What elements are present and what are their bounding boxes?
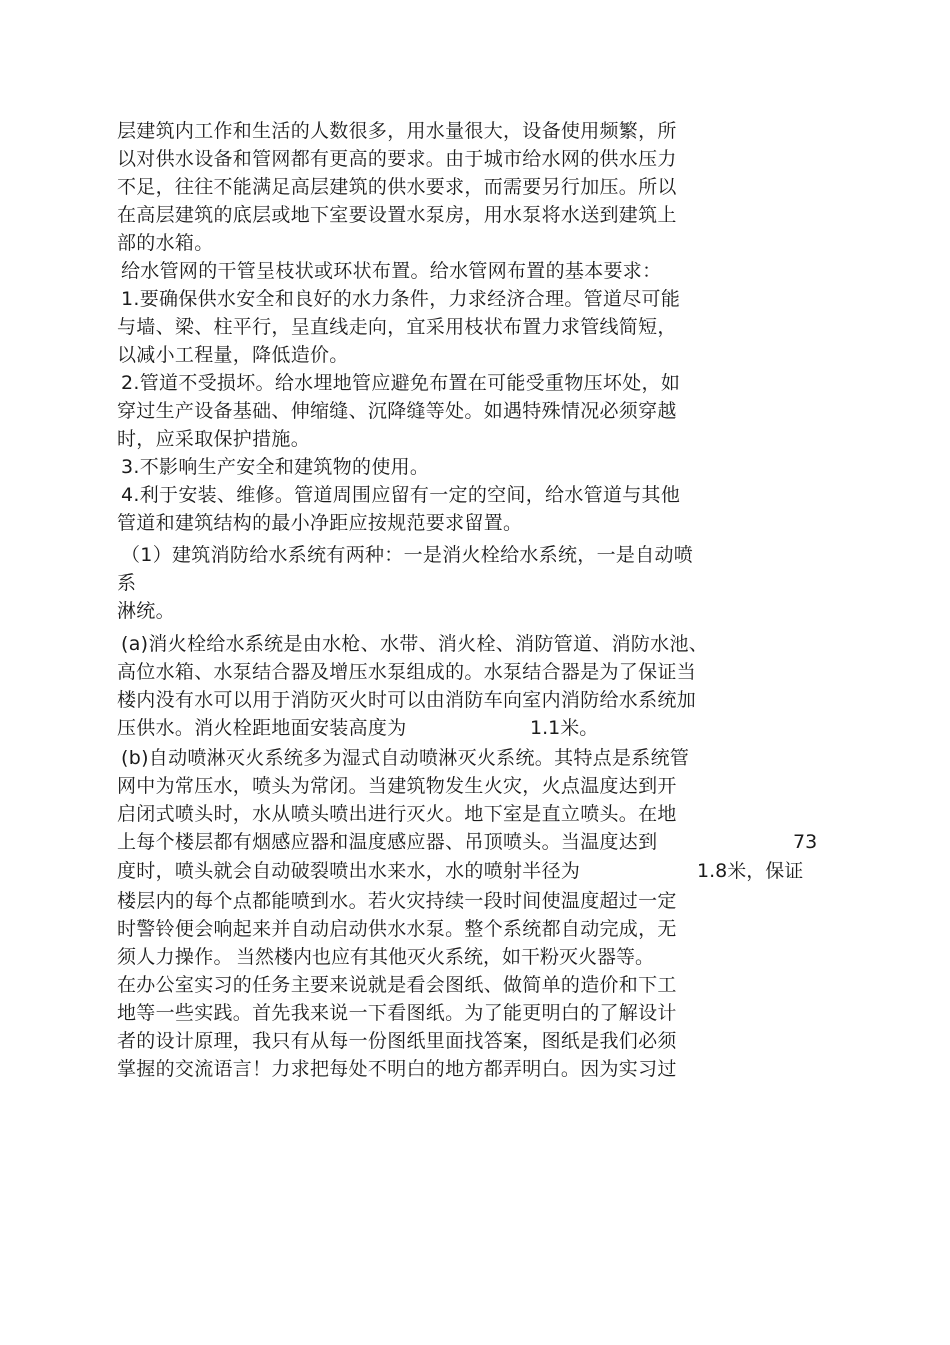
text-line: 地等一些实践。首先我来说一下看图纸。为了能更明白的了解设计 bbox=[117, 1002, 677, 1024]
text-line: 者的设计原理，我只有从每一份图纸里面找答案，图纸是我们必须 bbox=[117, 1030, 677, 1052]
text-line: 管道和建筑结构的最小净距应按规范要求留置。 bbox=[117, 512, 523, 534]
text-line: 穿过生产设备基础、伸缩缝、沉降缝等处。如遇特殊情况必须穿越 bbox=[117, 400, 677, 422]
text-line: 部的水箱。 bbox=[117, 232, 214, 254]
text-line: 时警铃便会响起来并自动启动供水水泵。整个系统都自动完成，无 bbox=[117, 918, 677, 940]
text-line: 淋统。 bbox=[117, 600, 175, 622]
temperature-value: 73 bbox=[793, 831, 818, 853]
text-line: 掌握的交流语言！力求把每处不明白的地方都弄明白。因为实习过 bbox=[117, 1058, 677, 1080]
text-line: 4.利于安装、维修。管道周围应留有一定的空间，给水管道与其他 bbox=[121, 484, 681, 506]
text-line: 当然楼内也应有其他灭火系统，如干粉灭火器等。 bbox=[236, 946, 655, 968]
text-line: 层建筑内工作和生活的人数很多，用水量很大，设备使用频繁，所 bbox=[117, 120, 677, 142]
text-line: 以减小工程量，降低造价。 bbox=[117, 344, 349, 366]
text-line: 在办公室实习的任务主要来说就是看会图纸、做简单的造价和下工 bbox=[117, 974, 677, 996]
text-line: 以对供水设备和管网都有更高的要求。由于城市给水网的供水压力 bbox=[117, 148, 677, 170]
text-line: 2.管道不受损坏。给水埋地管应避免布置在可能受重物压坏处，如 bbox=[121, 372, 681, 394]
text-line: 网中为常压水，喷头为常闭。当建筑物发生火灾，火点温度达到开 bbox=[117, 775, 677, 797]
text-line: 压供水。消火栓距地面安装高度为 bbox=[117, 717, 407, 739]
text-line: 启闭式喷头时，水从喷头喷出进行灭火。地下室是直立喷头。在地 bbox=[117, 803, 677, 825]
text-line: 在高层建筑的底层或地下室要设置水泵房，用水泵将水送到建筑上 bbox=[117, 204, 677, 226]
text-line: 给水管网的干管呈枝状或环状布置。给水管网布置的基本要求： bbox=[121, 260, 662, 282]
text-line: 上每个楼层都有烟感应器和温度感应器、吊顶喷头。当温度达到 bbox=[117, 831, 658, 853]
text-line: 度时，喷头就会自动破裂喷出水来水，水的喷射半径为 bbox=[117, 860, 581, 882]
text-line: 楼层内的每个点都能喷到水。若火灾持续一段时间使温度超过一定 bbox=[117, 890, 677, 912]
height-value: 1.1米。 bbox=[530, 717, 599, 739]
text-line: （1）建筑消防给水系统有两种：一是消火栓给水系统，一是自动喷 bbox=[121, 544, 694, 566]
text-line: 高位水箱、水泵结合器及增压水泵组成的。水泵结合器是为了保证当 bbox=[117, 661, 697, 683]
text-line: 时，应采取保护措施。 bbox=[117, 428, 311, 450]
text-line: 须人力操作。 bbox=[117, 946, 233, 968]
radius-value: 1.8米，保证 bbox=[697, 860, 804, 882]
text-line: 系 bbox=[117, 572, 137, 594]
text-line: 1.要确保供水安全和良好的水力条件，力求经济合理。管道尽可能 bbox=[121, 288, 681, 310]
text-line: (b)自动喷淋灭火系统多为湿式自动喷淋灭火系统。其特点是系统管 bbox=[121, 747, 690, 769]
text-line: (a)消火栓给水系统是由水枪、水带、消火栓、消防管道、消防水池、 bbox=[121, 633, 709, 655]
text-line: 3.不影响生产安全和建筑物的使用。 bbox=[121, 456, 430, 478]
text-line: 楼内没有水可以用于消防灭火时可以由消防车向室内消防给水系统加 bbox=[117, 689, 697, 711]
text-line: 不足，往往不能满足高层建筑的供水要求，而需要另行加压。所以 bbox=[117, 176, 677, 198]
text-line: 与墙、梁、柱平行，呈直线走向，宜采用枝状布置力求管线简短， bbox=[117, 316, 677, 338]
